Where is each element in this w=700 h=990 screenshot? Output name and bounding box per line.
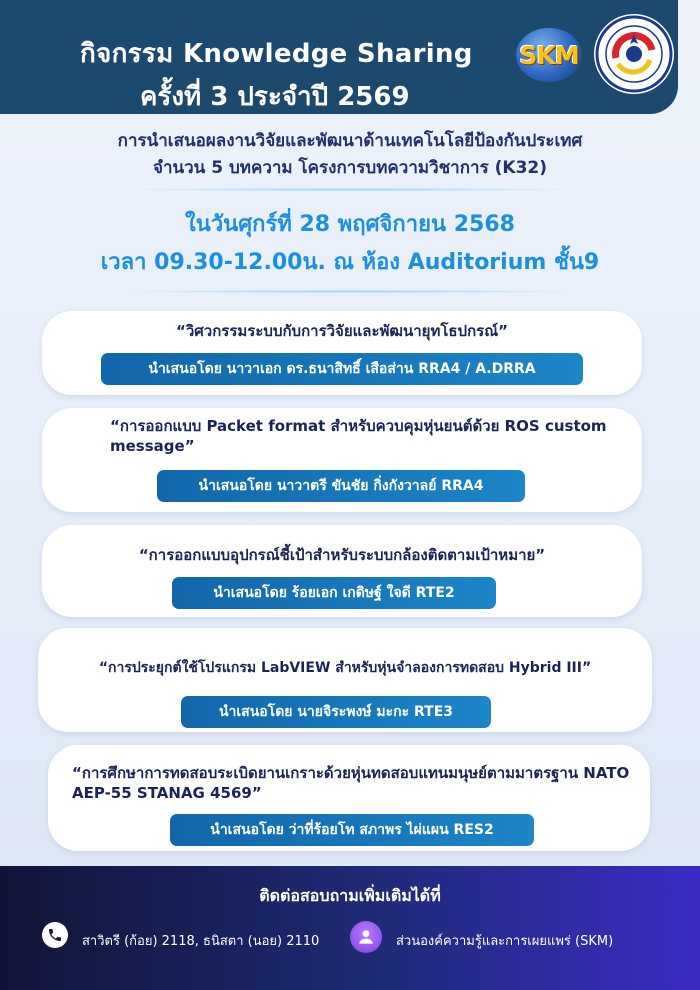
presentation-title: “การออกแบบอุปกรณ์ชี้เป้าสำหรับระบบกล้องติดตามเป้าหมาย” xyxy=(138,546,546,564)
title-line1: กิจกรรม Knowledge Sharing xyxy=(80,39,473,69)
presenter-badge: นำเสนอโดย ว่าที่ร้อยโท สภาพร ไผ่แผน RES2 xyxy=(170,814,534,846)
title-line2: ครั้งที่ 3 ประจำปี 2569 xyxy=(140,82,410,112)
divider-bottom xyxy=(130,290,570,293)
presentation-card-5 xyxy=(48,745,650,851)
event-time-place: เวลา 09.30-12.00น. ณ ห้อง Auditorium ชั้น9 xyxy=(100,250,600,275)
skm-logo xyxy=(512,26,586,84)
presentation-card-3 xyxy=(42,525,642,617)
presentation-card-2 xyxy=(42,408,642,512)
presentation-title: “การออกแบบ Packet format สำหรับควบคุมหุ่นยนต์ด้วย ROS custom message” xyxy=(110,417,607,455)
divider-top xyxy=(130,188,570,191)
dti-seal-icon xyxy=(594,14,674,94)
skm-logo-text: SKM xyxy=(519,40,579,70)
contact-department: ส่วนองค์ความรู้และการเผยแพร่ (SKM) xyxy=(396,934,614,949)
header-banner xyxy=(0,0,678,114)
intro-line2: จำนวน 5 บทความ โครงการบทความวิชาการ (K32) xyxy=(152,158,547,178)
event-date: ในวันศุกร์ที่ 28 พฤศจิกายน 2568 xyxy=(185,212,515,237)
presentation-title: “วิศวกรรมระบบกับการวิจัยและพัฒนายุทโธปกรณ์” xyxy=(176,322,508,340)
presentation-card-1 xyxy=(42,311,642,395)
presentation-card-4 xyxy=(38,628,652,732)
user-group-icon xyxy=(350,921,382,953)
presenter-badge: นำเสนอโดย ร้อยเอก เกดิษฐ์ ใจดี RTE2 xyxy=(172,577,496,609)
intro-line1: การนำเสนอผลงานวิจัยและพัฒนาด้านเทคโนโลยีป้องกันประเทศ xyxy=(117,131,583,151)
presenter-badge: นำเสนอโดย นายจิระพงษ์ มะกะ RTE3 xyxy=(181,696,491,728)
contact-phone: สาวิตรี (ก้อย) 2118, ธนิสตา (นอย) 2110 xyxy=(82,934,320,949)
presenter-badge: นำเสนอโดย นาวาเอก ดร.ธนาสิทธิ์ เสือส่าน RRA4 / A.DRRA xyxy=(101,353,583,385)
presentation-title: “การประยุกต์ใช้โปรแกรม LabVIEW สำหรับหุ่นจำลองการทดสอบ Hybrid III” xyxy=(98,660,592,676)
presentation-title: “การศึกษาการทดสอบระเบิดยานเกราะด้วยหุ่นทดสอบแทนมนุษย์ตามมาตรฐาน NATO AEP-55 STANAG 4569” xyxy=(72,764,630,802)
footer-contact xyxy=(0,866,700,990)
presenter-badge: นำเสนอโดย นาวาตรี ขันชัย กิ่งกังวาลย์ RRA4 xyxy=(157,470,525,502)
phone-icon xyxy=(42,922,68,948)
footer-heading: ติดต่อสอบถามเพิ่มเติมได้ที่ xyxy=(259,886,441,905)
